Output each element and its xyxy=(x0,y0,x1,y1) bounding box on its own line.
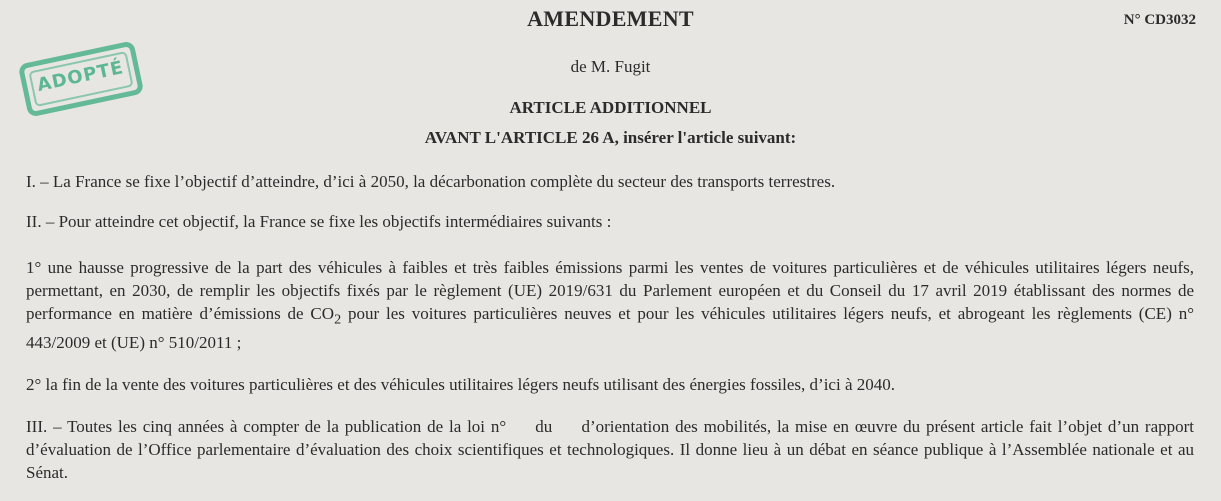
paragraph-5 xyxy=(26,415,1199,484)
stamp-text: ADOPTÉ xyxy=(35,57,126,96)
paragraph-4 xyxy=(26,373,1194,396)
author-line: de M. Fugit xyxy=(570,57,651,76)
paragraph-2-text: II. – Pour atteindre cet objectif, la France se fixe les objectifs intermédiaires suivants : xyxy=(26,212,612,231)
amendment-number: N° CD3032 xyxy=(1123,12,1196,28)
paragraph-2 xyxy=(26,210,1194,233)
paragraph-3-part-1: 1° une hausse progressive de la part des véhicules à faibles et très faibles émissions parmi les ventes de voitures particulières et de véhicules utilitaires légers neufs, permettant, en 2030, de remplir les objectifs fixés par le règlement (UE) 2019/631 du Parlement européen et du Conseil du 17 avril 2019 établissant des normes de performance en matière d’émissions de CO xyxy=(26,258,1194,323)
co2-subscript: 2 xyxy=(334,311,342,328)
article-heading: ARTICLE ADDITIONNEL xyxy=(509,98,712,117)
paragraph-3-part-2: pour les voitures particulières neuves et pour les véhicules utilitaires légers neufs, et abrogeant les règlements (CE) n° 443/2009 et (UE) n° 510/2011 ; xyxy=(26,304,1195,353)
paragraph-1-text: I. – La France se fixe l’objectif d’atteindre, d’ici à 2050, la décarbonation complète du secteur des transports terrestres. xyxy=(26,172,836,191)
article-instruction: AVANT L'ARTICLE 26 A, insérer l'article suivant: xyxy=(424,128,797,147)
amendment-title: AMENDEMENT xyxy=(527,6,694,31)
paragraph-4-text: 2° la fin de la vente des voitures particulières et des véhicules utilitaires légers neufs utilisant des énergies fossiles, d’ici à 2040. xyxy=(26,375,895,394)
paragraph-3-text xyxy=(26,256,1194,354)
paragraph-3 xyxy=(26,256,1194,354)
paragraph-1 xyxy=(26,170,1194,193)
paragraph-5-text: III. – Toutes les cinq années à compter de la publication de la loi n° du d’orientation des mobilités, la mise en œuvre du présent article fait l’objet d’un rapport d’évaluation de l’Office parlementaire d’évaluation des choix scientifiques et technologiques. Il donne lieu à un débat en séance publique à l’Assemblée nationale et au Sénat. xyxy=(26,417,1199,482)
